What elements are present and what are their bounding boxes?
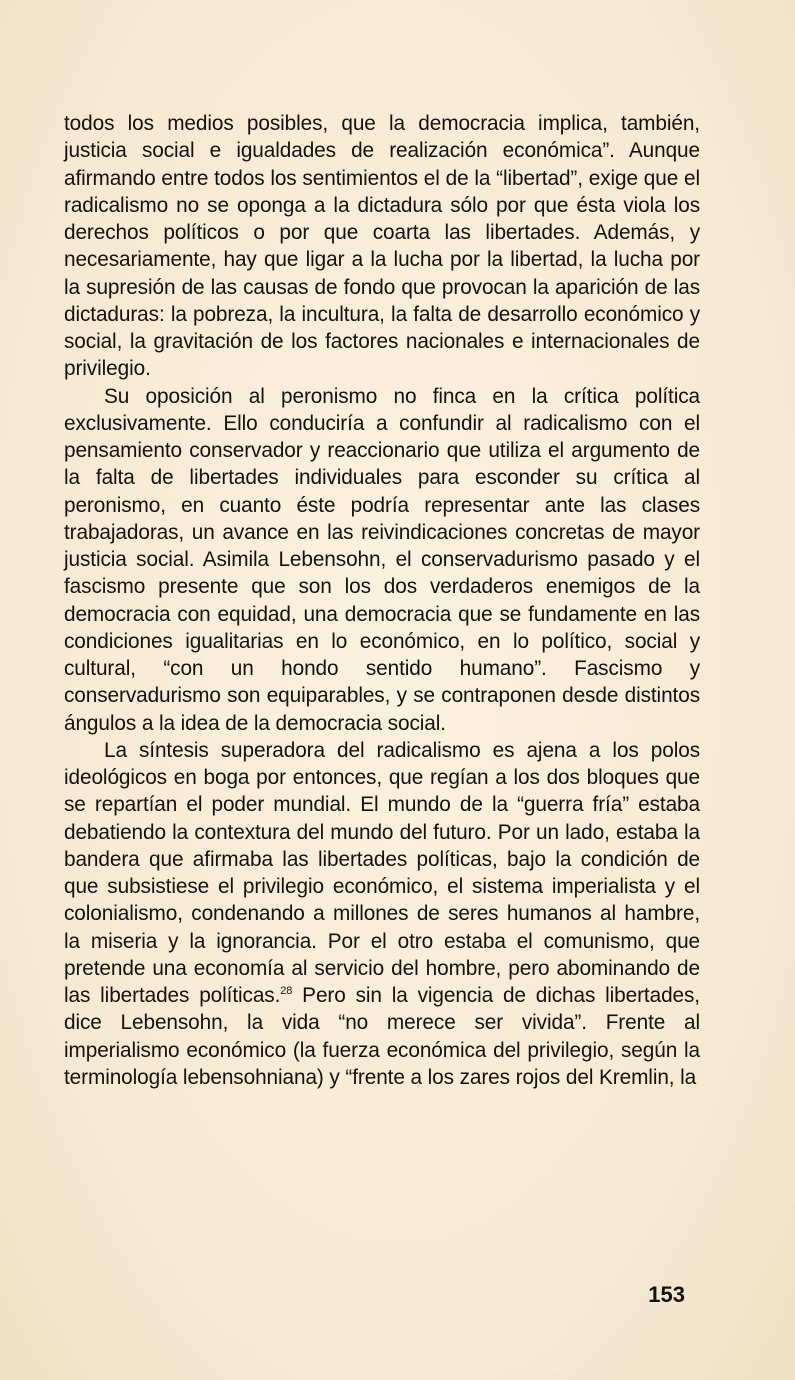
paragraph-1: todos los medios posibles, que la democracia implica, también, justicia social e igualdades de realización económica”. Aunque afirmando entre todos los sentimientos el de la “libertad”, exige que el radicalismo no se oponga a la dictadura sólo por que ésta viola los derechos políticos o por que coarta las libertades. Además, y necesariamente, hay que ligar a la lucha por la libertad, la lucha por la supresión de las causas de fondo que provocan la aparición de las dictaduras: la pobreza, la incultura, la falta de desarrollo económico y social, la gravitación de los factores nacionales e internacionales de privilegio. (64, 112, 700, 381)
body-text (64, 110, 700, 1091)
paragraph-3-text-after-note: Pero sin la vigencia de dichas libertades, dice Lebensohn, la vida “no merece ser vivida”. Frente al imperialismo económico (la fuerza económica del privilegio, según la terminología lebensohniana) y “frente a los zares rojos del Kremlin, la (64, 984, 700, 1089)
paragraph-3-text-before-note: La síntesis superadora del radicalismo es ajena a los polos ideológicos en boga por entonces, que regían a los dos bloques que se repartían el poder mundial. El mundo de la “guerra fría” estaba debatiendo la contextura del mundo del futuro. Por un lado, estaba la bandera que afirmaba las libertades políticas, bajo la condición de que subsistiese el privilegio económico, el sistema imperialista y el colonialismo, condenando a millones de seres humanos al hambre, la miseria y la ignorancia. Por el otro estaba el comunismo, que pretende una economía al servicio del hombre, pero abominando de las libertades políticas. (64, 738, 700, 1007)
page-number: 153 (648, 1282, 685, 1307)
paragraph-2: Su oposición al peronismo no finca en la crítica política exclusivamente. Ello conduciría a confundir al radicalismo con el pensamiento conservador y reaccionario que utiliza el argumento de la falta de libertades individuales para esconder su crítica al peronismo, en cuanto éste podría representar ante las clases trabajadoras, un avance en las reivindicaciones concretas de mayor justicia social. Asimila Lebensohn, el conservadurismo pasado y el fascismo presente que son los dos verdaderos enemigos de la democracia con equidad, una democracia que se fundamente en las condiciones igualitarias en lo económico, en lo político, social y cultural, “con un hondo sentido humano”. Fascismo y conservadurismo son equiparables, y se contraponen desde distintos ángulos a la idea de la democracia social. (64, 384, 700, 735)
footnote-marker: 28 (280, 985, 293, 998)
paragraph-3 (64, 737, 700, 1091)
